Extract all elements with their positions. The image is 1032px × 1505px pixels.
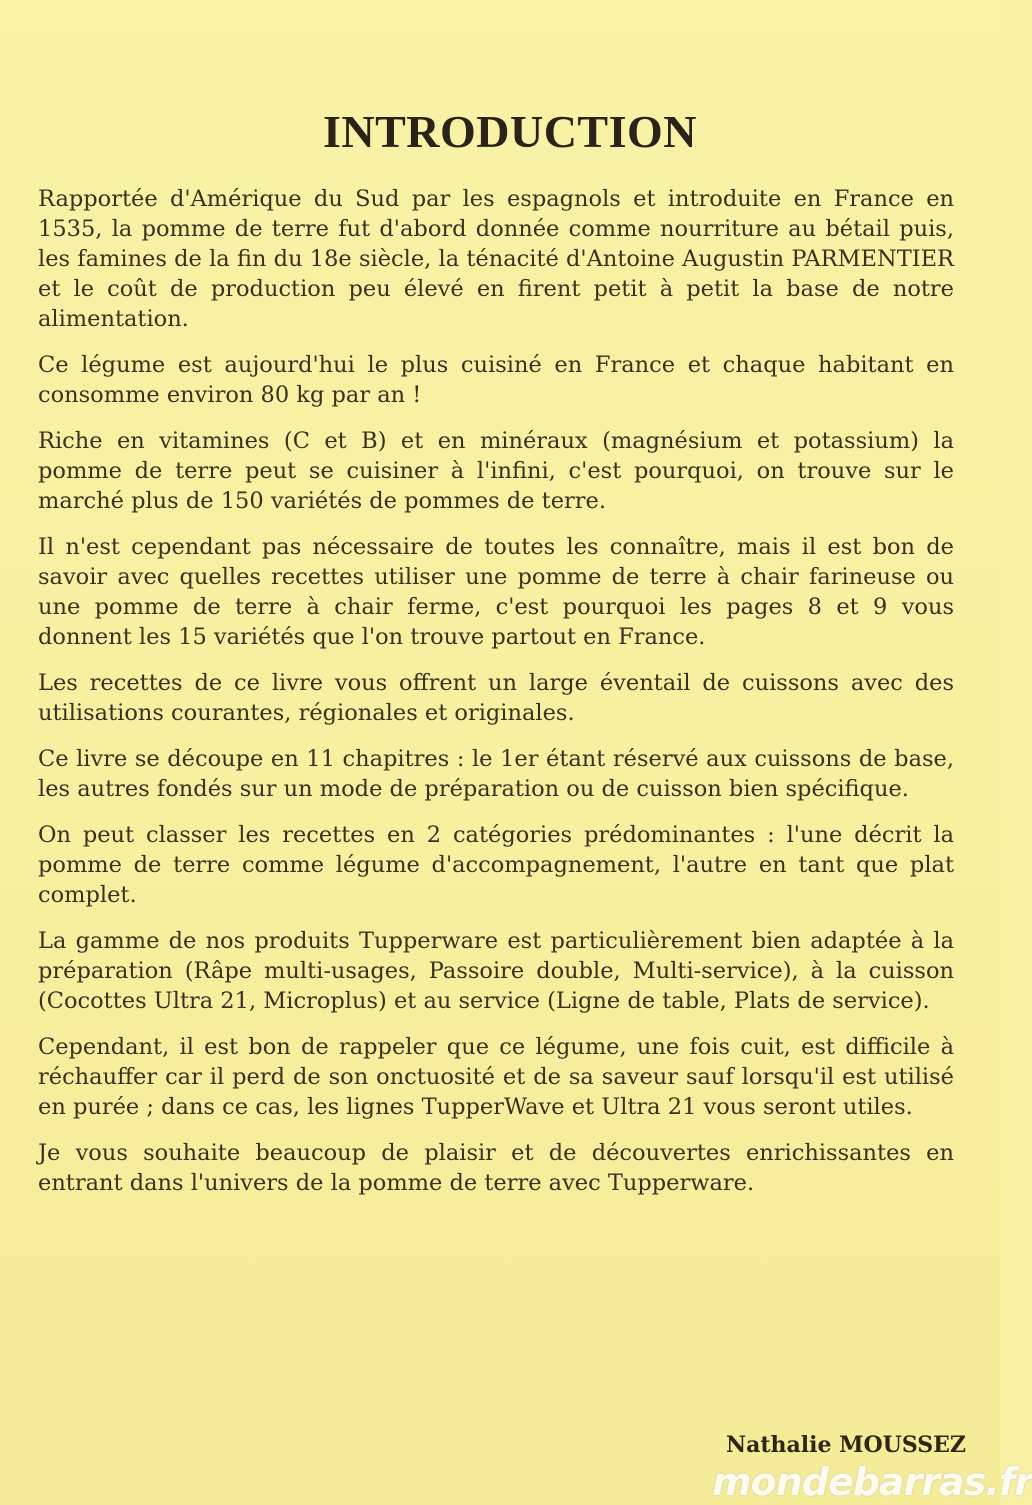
- paragraph: La gamme de nos produits Tupperware est particulièrement bien adaptée à la préparation (Râpe multi-usages, Passoire double, Multi-service), à la cuisson (Cocottes Ultra 21, Microplus) et au service (Ligne de table, Plats de service).: [38, 928, 954, 1014]
- paragraph: Ce légume est aujourd'hui le plus cuisiné en France et chaque habitant en consomme environ 80 kg par an !: [38, 352, 954, 408]
- paragraph: Il n'est cependant pas nécessaire de toutes les connaître, mais il est bon de savoir avec quelles recettes utiliser une pomme de terre à chair farineuse ou une pomme de terre à chair ferme, c'est pourquoi les pages 8 et 9 vous donnent les 15 variétés que l'on trouve partout en France.: [38, 534, 954, 650]
- paragraph: Cependant, il est bon de rappeler que ce légume, une fois cuit, est difficile à réchauffer car il perd de son onctuosité et de sa saveur sauf lorsqu'il est utilisé en purée ; dans ce cas, les lignes TupperWave et Ultra 21 vous seront utiles.: [38, 1034, 954, 1120]
- watermark-logo: mondebarras.fr: [712, 1460, 1032, 1504]
- paragraph: On peut classer les recettes en 2 catégories prédominantes : l'une décrit la pomme de terre comme légume d'accompagnement, l'autre en tant que plat complet.: [38, 822, 954, 908]
- paragraph: Riche en vitamines (C et B) et en minéraux (magnésium et potassium) la pomme de terre peut se cuisiner à l'infini, c'est pourquoi, on trouve sur le marché plus de 150 variétés de pommes de terre.: [38, 428, 954, 514]
- page-title: INTRODUCTION: [322, 105, 698, 157]
- author-signature: Nathalie MOUSSEZ: [726, 1432, 966, 1458]
- document-body: [38, 184, 954, 1214]
- paragraph: Ce livre se découpe en 11 chapitres : le 1er étant réservé aux cuissons de base, les autres fondés sur un mode de préparation ou de cuisson bien spécifique.: [38, 746, 954, 802]
- paragraph: Rapportée d'Amérique du Sud par les espagnols et introduite en France en 1535, la pomme de terre fut d'abord donnée comme nourriture au bétail puis, les famines de la fin du 18e siècle, la ténacité d'Antoine Augustin PARMENTIER et le coût de production peu élevé en firent petit à petit la base de notre alimentation.: [38, 186, 954, 332]
- paragraph: Les recettes de ce livre vous offrent un large éventail de cuissons avec des utilisations courantes, régionales et originales.: [38, 670, 954, 726]
- paragraph: Je vous souhaite beaucoup de plaisir et de découvertes enrichissantes en entrant dans l'univers de la pomme de terre avec Tupperware.: [38, 1140, 954, 1196]
